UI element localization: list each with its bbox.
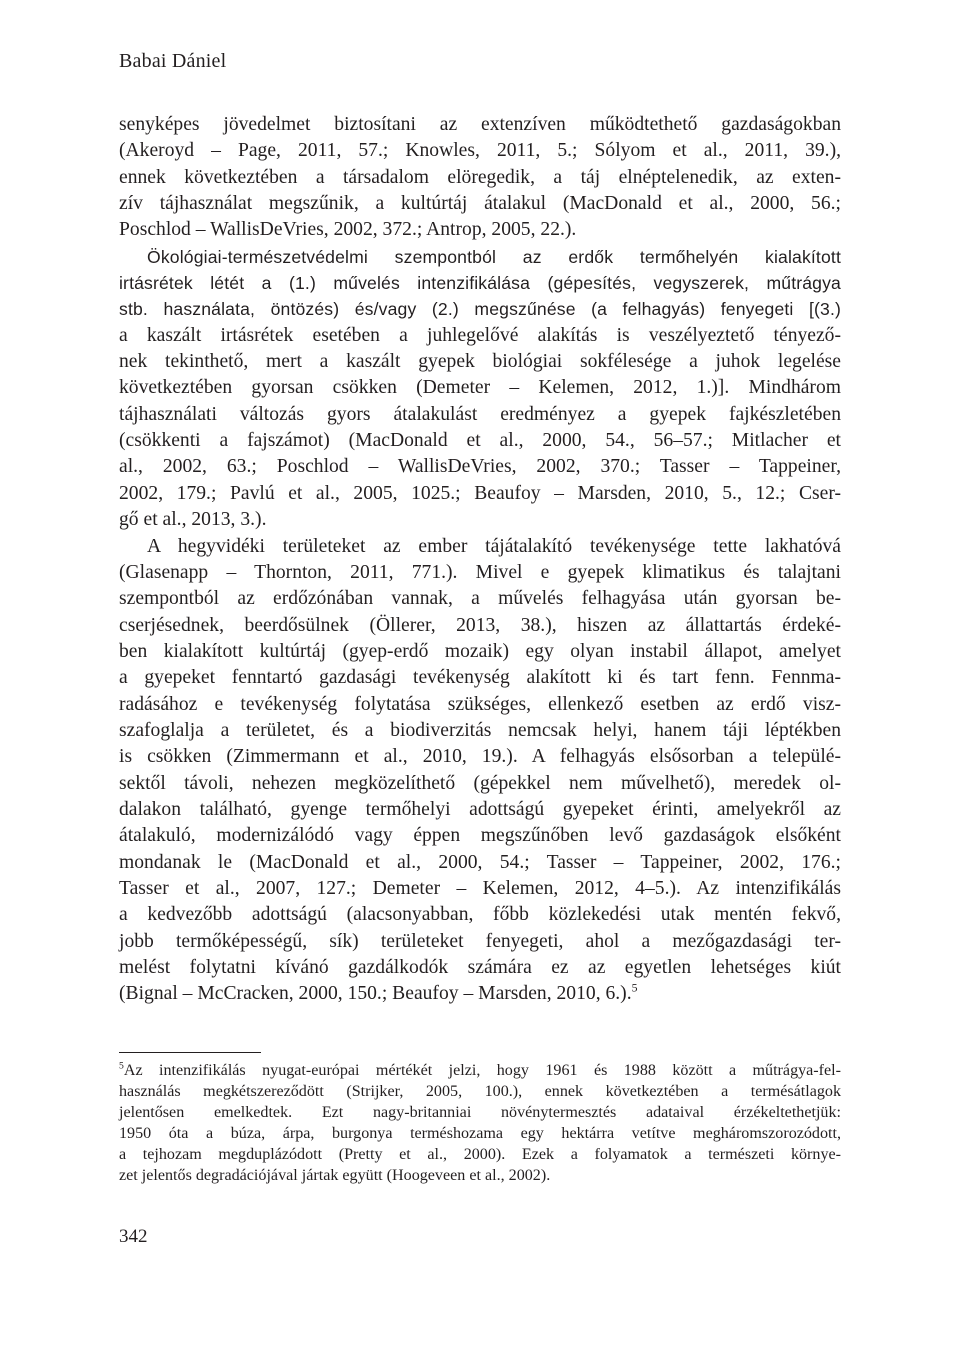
- body-line-text: nek tekinthető, mert a kaszált gyepek biológiai sokfélesége a juhok legelése: [119, 351, 841, 373]
- body-line: [119, 534, 841, 560]
- body-line-text: ennek következtében a társadalom elöregedik, a táj elnéptelenedik, az exten-: [119, 166, 841, 188]
- footnote-number: 5: [119, 1060, 124, 1072]
- body-line: [119, 138, 841, 164]
- body-line-text: szempontból az erdőzónában vannak, a művelés felhagyása után gyorsan be-: [119, 588, 841, 610]
- body-line: [119, 270, 841, 296]
- body-line-text: is csökken (Zimmermann et al., 2010, 19.). A felhagyás elsősorban a települé-: [119, 746, 841, 768]
- body-line: [119, 586, 841, 612]
- footnote-reference: 5: [631, 981, 638, 995]
- body-line: [119, 217, 841, 243]
- footnote-line: [119, 1165, 841, 1186]
- body-line: [119, 454, 841, 480]
- footnote-line-text: a tejhozam megduplázódott (Pretty et al., 2000). Ezek a folyamatok a természeti környe-: [119, 1146, 841, 1163]
- body-line-text: A hegyvidéki területeket az ember tájátalakító tevékenysége tette lakhatóvá: [147, 535, 841, 557]
- body-line: [119, 771, 841, 797]
- body-line-text: a kaszált irtásrétek esetében a juhlegelővé alakítás is veszélyeztető tényező-: [119, 324, 841, 346]
- body-line: [119, 402, 841, 428]
- body-line: [119, 955, 841, 981]
- body-line-text: a kedvezőbb adottságú (alacsonyabban, főbb közlekedési utak mentén fekvő,: [119, 904, 841, 926]
- body-line: [119, 507, 841, 533]
- body-line: [119, 613, 841, 639]
- body-line-text: stb. használata, öntözés) és/vagy (2.) megszűnése (a felhagyás) fenyegeti [(3.): [119, 299, 841, 320]
- body-line-text: szafoglalja a területet, és a biodiverzitás nemcsak helyi, hanem táji léptékben: [119, 719, 841, 741]
- body-line-text: irtásrétek létét a (1.) művelés intenzifikálása (gépesítés, vegyszerek, műtrágya: [119, 273, 841, 294]
- body-line-text: tájhasználati változás gyors átalakulást eredményez a gyepek fajkészletében: [119, 403, 841, 425]
- body-line: [119, 850, 841, 876]
- footnote-5: [119, 1060, 841, 1186]
- body-line-text: (Glasenapp – Thornton, 2011, 771.). Mivel e gyepek klimatikus és talajtani: [119, 561, 841, 583]
- body-line-text: dalakon található, gyenge termőhelyi adottságú gyepeket érinti, amelyekről az: [119, 798, 841, 820]
- body-line-text: jobb termőképességű, sík) területeket fenyegeti, ahol a mezőgazdasági ter-: [119, 930, 841, 952]
- body-line-text: melést folytatni kívánó gazdálkodók számára ez az egyetlen lehetséges kiút: [119, 957, 841, 978]
- page-number: 342: [119, 1226, 148, 1247]
- footnote-line: [119, 1102, 841, 1123]
- body-line: [119, 375, 841, 401]
- body-line-text: radásához e tevékenység folytatása szükséges, ellenkező esetben az erdő visz-: [119, 693, 841, 715]
- body-line-text: sektől távoli, nehezen megközelíthető (gépekkel nem művelhető), meredek ol-: [119, 772, 841, 794]
- body-line-text: Poschlod – WallisDeVries, 2002, 372.; Antrop, 2005, 22.).: [119, 219, 577, 241]
- body-line-text: (csökkenti a fajszámot) (MacDonald et al., 2000, 54., 56–57.; Mitlacher et: [119, 430, 841, 452]
- body-line-text: gő et al., 2013, 3.).: [119, 509, 267, 531]
- body-line: [119, 902, 841, 928]
- footnote-line-text: Az intenzifikálás nyugat-európai mértékét jelzi, hogy 1961 és 1988 között a műtrágya-fel-: [123, 1062, 841, 1079]
- body-line: [119, 718, 841, 744]
- body-line-text: átalakuló, modernizálódó vagy éppen megszűnőben levő gazdaságok elsőként: [119, 825, 841, 847]
- body-line-text: Tasser et al., 2007, 127.; Demeter – Kelemen, 2012, 4–5.). Az intenzifikálás: [119, 877, 841, 899]
- footnote-line: [119, 1144, 841, 1165]
- body-line: [119, 191, 841, 217]
- body-line-text: al., 2002, 63.; Poschlod – WallisDeVries, 2002, 370.; Tasser – Tappeiner,: [119, 456, 841, 478]
- footnote-line-text: jelentősen emelkedtek. Ezt nagy-britanniai növénytermesztés adataival érzékeltethetjük:: [119, 1104, 841, 1121]
- footnote-line: [119, 1081, 841, 1102]
- body-line: [119, 560, 841, 586]
- body-line: [119, 428, 841, 454]
- footnote-line-text: zet jelentős degradációjával jártak együtt (Hoogeveen et al., 2002).: [119, 1167, 551, 1184]
- body-text: [119, 112, 841, 1008]
- body-line: [119, 639, 841, 665]
- body-line-text: cserjésednek, beerdősülnek (Öllerer, 2013, 38.), hiszen az állattartás érdeké-: [119, 614, 841, 636]
- body-line-text: (Bignal – McCracken, 2000, 150.; Beaufoy – Marsden, 2010, 6.).: [119, 983, 632, 1005]
- body-line: [119, 244, 841, 270]
- body-line: [119, 481, 841, 507]
- body-line-text: Ökológiai-természetvédelmi szempontból az erdők termőhelyén kialakított: [147, 246, 841, 267]
- body-line-text: mondanak le (MacDonald et al., 2000, 54.; Tasser – Tappeiner, 2002, 176.;: [119, 851, 841, 873]
- footnote-line: [119, 1060, 841, 1081]
- footnote-line-text: használás megkétszereződött (Strijker, 2005, 100.), ennek következtében a termésátlagok: [119, 1083, 841, 1100]
- body-line: [119, 165, 841, 191]
- body-line: [119, 981, 841, 1007]
- body-line-text: következtében gyorsan csökken (Demeter – Kelemen, 2012, 1.)]. Mindhárom: [119, 377, 841, 399]
- body-line: [119, 876, 841, 902]
- body-line-text: (Akeroyd – Page, 2011, 57.; Knowles, 2011, 5.; Sólyom et al., 2011, 39.),: [119, 140, 841, 162]
- footnote-line-text: 1950 óta a búza, árpa, burgonya terméshozama egy hektárra vetítve megháromszorozódott,: [119, 1125, 841, 1142]
- body-line-text: 2002, 179.; Pavlú et al., 2005, 1025.; Beaufoy – Marsden, 2010, 5., 12.; Cser-: [119, 482, 841, 504]
- body-line: [119, 692, 841, 718]
- body-line: [119, 112, 841, 138]
- body-line: [119, 323, 841, 349]
- body-line: [119, 929, 841, 955]
- running-head-author: Babai Dániel: [119, 50, 227, 72]
- body-line-text: senyképes jövedelmet biztosítani az extenzíven működtethető gazdaságokban: [119, 114, 841, 135]
- footnote-separator: [119, 1052, 261, 1053]
- body-line-text: zív tájhasználat megszűnik, a kultúrtáj átalakul (MacDonald et al., 2000, 56.;: [119, 193, 841, 215]
- body-line: [119, 349, 841, 375]
- footnote-line: [119, 1123, 841, 1144]
- body-line-text: a gyepeket fenntartó gazdasági tevékenység alakított ki és tart fenn. Fennma-: [119, 667, 841, 689]
- body-line: [119, 823, 841, 849]
- body-line: [119, 296, 841, 322]
- body-line: [119, 665, 841, 691]
- body-line-text: ben kialakított kultúrtáj (gyep-erdő mozaik) egy olyan instabil állapot, amelyet: [119, 640, 841, 662]
- body-line: [119, 797, 841, 823]
- body-line: [119, 744, 841, 770]
